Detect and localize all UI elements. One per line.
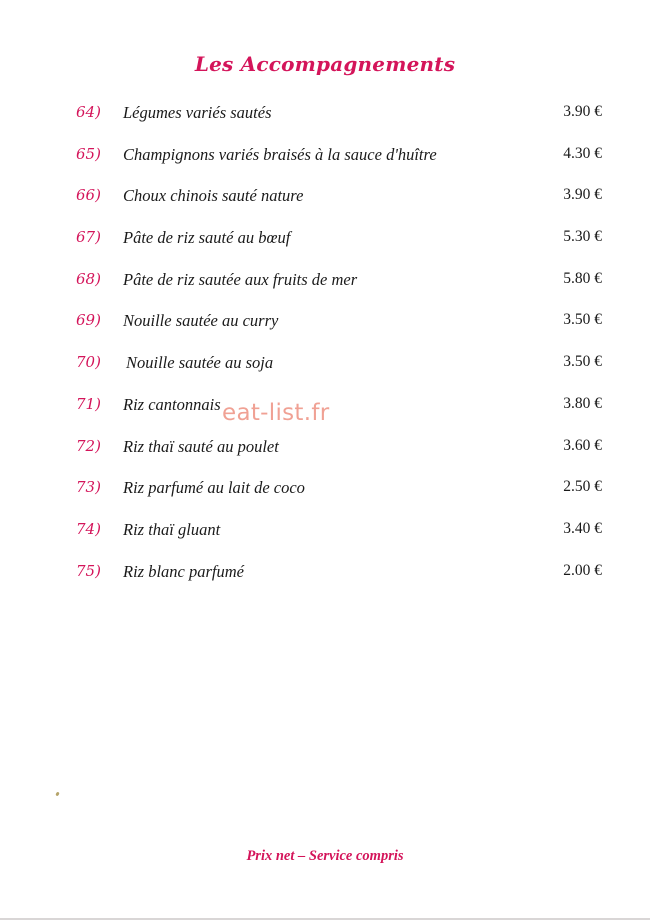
- item-price: 4.30 €: [563, 144, 602, 162]
- item-name: Légumes variés sautés: [123, 103, 272, 122]
- menu-item: [0, 225, 650, 267]
- page-title: Les Accompagnements: [194, 52, 456, 76]
- item-number: 68): [76, 269, 101, 288]
- item-name: Choux chinois sauté nature: [123, 186, 304, 206]
- item-price: 3.90 €: [563, 103, 602, 120]
- item-number: 73): [76, 478, 101, 497]
- item-price: 3.60 €: [563, 436, 602, 454]
- menu-item: [0, 267, 650, 309]
- item-number: 66): [76, 186, 101, 205]
- item-name: Riz blanc parfumé: [123, 561, 244, 581]
- item-number: 65): [76, 144, 101, 163]
- item-price: 3.40 €: [563, 519, 602, 537]
- item-number: 74): [76, 519, 101, 538]
- item-number: 70): [76, 353, 101, 372]
- item-number: 75): [76, 561, 101, 580]
- item-name: Pâte de riz sauté au bœuf: [123, 228, 291, 248]
- item-name: Nouille sautée au curry: [123, 311, 279, 331]
- item-number: 71): [76, 394, 101, 413]
- footer-note: Prix net – Service compris: [246, 848, 404, 864]
- item-name: Champignons variés braisés à la sauce d'huître: [123, 144, 437, 164]
- watermark: eat-list.fr: [222, 400, 330, 426]
- item-number: 67): [76, 228, 101, 247]
- item-price: 3.50 €: [563, 353, 602, 371]
- item-name: Riz parfumé au lait de coco: [123, 478, 305, 498]
- item-price: 5.80 €: [563, 269, 602, 287]
- item-number: 69): [76, 311, 101, 330]
- menu-item: [0, 142, 650, 184]
- menu-item: [0, 183, 650, 225]
- menu-item: [0, 100, 650, 142]
- menu-list: [0, 100, 650, 600]
- item-name: Riz thaï gluant: [123, 519, 221, 539]
- item-price: 3.90 €: [563, 186, 602, 204]
- menu-item: [0, 350, 650, 392]
- item-price: 3.80 €: [563, 394, 602, 412]
- menu-item: [0, 517, 650, 559]
- item-price: 2.50 €: [563, 478, 602, 496]
- item-name: Pâte de riz sautée aux fruits de mer: [123, 269, 358, 289]
- item-price: 5.30 €: [563, 228, 602, 246]
- item-name: Riz thaï sauté au poulet: [123, 436, 279, 456]
- item-price: 2.00 €: [563, 561, 602, 579]
- scan-speck: [55, 792, 60, 797]
- item-name: Nouille sautée au soja: [126, 353, 274, 373]
- item-price: 3.50 €: [563, 311, 602, 329]
- menu-item: [0, 308, 650, 350]
- item-number: 72): [76, 436, 101, 455]
- item-name: Riz cantonnais: [123, 394, 221, 414]
- menu-item: [0, 434, 650, 476]
- menu-item: [0, 475, 650, 517]
- menu-item: [0, 559, 650, 601]
- item-number: 64): [76, 103, 101, 121]
